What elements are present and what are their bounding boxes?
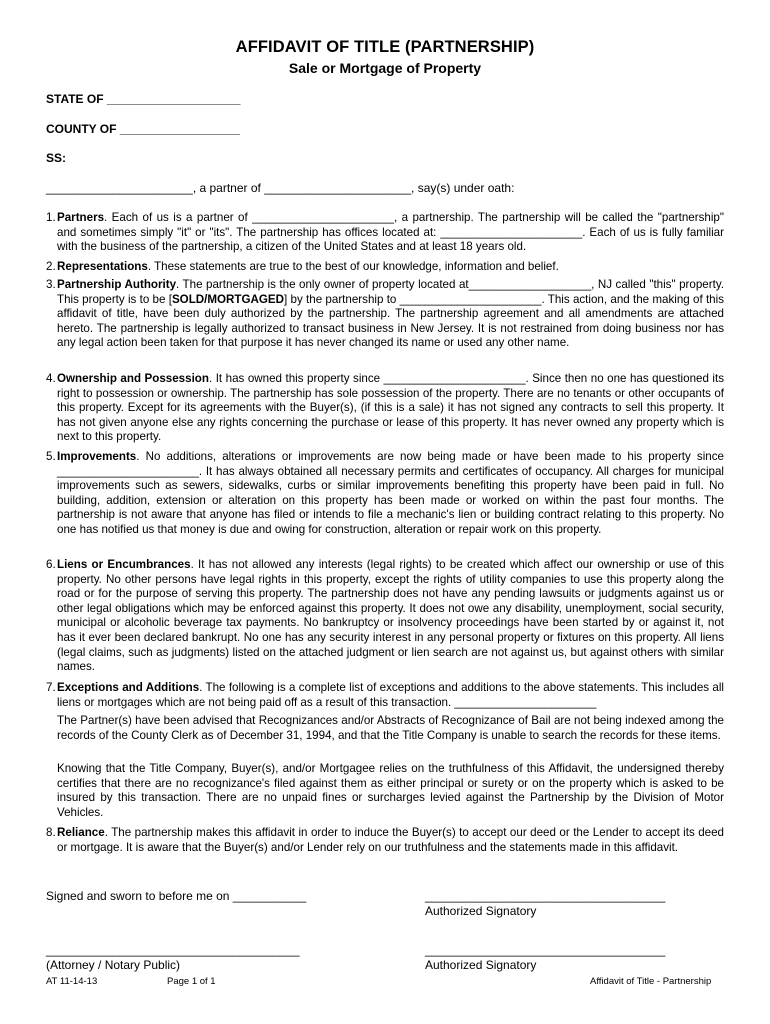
- notary-signature-line: ______________________________________: [46, 943, 300, 957]
- paragraph-heading: Improvements: [57, 450, 137, 463]
- recognizance-notice: The Partner(s) have been advised that Recognizances and/or Abstracts of Recognizance of Bail are not being indexed among the records of the County Clerk as of December 31, 1994, and that the Title Company is unable to search the records for these items.: [57, 714, 724, 742]
- form-code: AT 11-14-13: [46, 976, 98, 987]
- paragraph-number: 4.: [46, 372, 56, 385]
- paragraph-number: 1.: [46, 211, 56, 224]
- paragraph-heading: Ownership and Possession: [57, 372, 209, 385]
- paragraph-text: . No additions, alterations or improvements are now being made or have been made to his property since ______________________. It has always obtained all necessary permits and certificates of occupancy. All charges for municipal improvements such as sewers, sidewalks, curbs or similar improvements benefiting this property have been paid in full. No building, addition, extension or alteration on this property has been made or worked on within the past four months. The partnership is not aware that anyone has filed or intends to file a mechanic's lien or building contract relating to this property. No one has notified us that money is due and owing for construction, alteration or repair work on this property.: [57, 450, 724, 536]
- notary-label: (Attorney / Notary Public): [46, 958, 181, 972]
- paragraph-number: 5.: [46, 450, 56, 463]
- paragraph-text: . These statements are true to the best of our knowledge, information and belief.: [147, 260, 559, 273]
- document-title: AFFIDAVIT OF TITLE (PARTNERSHIP): [235, 38, 535, 56]
- paragraph-text: ] by the partnership to ______________________. This action, and the making of this affidavit of title, have been duly authorized by the partnership. The partnership agreement and all amendments are attached hereto. The partnership is legally authorized to transact business in New Jersey. It is not restrained from doing business nor has any legal action been taken for that purpose it has never changed its name or used any other name.: [57, 292, 724, 350]
- oath-line: ______________________, a partner of ______________________, say(s) under oath:: [46, 181, 515, 195]
- paragraph-text: . The partnership is the only owner of property located at___________________, NJ called "this" property. This property is to be [: [57, 278, 724, 306]
- paragraph-text: . The partnership makes this affidavit in order to induce the Buyer(s) to accept our deed or the Lender to accept its deed or mortgage. It is aware that the Buyer(s) and/or Lender rely on our truthfulness and the statements made in this affidavit.: [57, 826, 724, 854]
- paragraph-partners: [46, 211, 724, 255]
- paragraph-heading: Reliance: [57, 826, 105, 839]
- paragraph-number: 2.: [46, 260, 56, 273]
- paragraph-representations: [46, 260, 724, 275]
- page-number: Page 1 of 1: [167, 976, 216, 987]
- paragraph-exceptions: [46, 681, 724, 710]
- certification-notice: Knowing that the Title Company, Buyer(s), and/or Mortgagee relies on the truthfulness of this Affidavit, the undersigned thereby certifies that there are no recognizance's filed against them as either principal or surety or on the property which is asked to be insured by this transaction. There are no unpaid fines or surcharges levied against the Partnership by the Division of Motor Vehicles.: [57, 762, 724, 819]
- paragraph-liens: [46, 558, 724, 675]
- paragraph-heading: Liens or Encumbrances: [57, 558, 191, 571]
- signature-line-2: ____________________________________: [425, 943, 666, 957]
- paragraph-text: . Each of us is a partner of ______________________, a partnership. The partnership will be called the "partnership" and sometimes simply "it" or "its". The partnership has offices located at: ______________________. Each of us is fully familiar with the business of the partnership, a citizen of the United States and at least 18 years old.: [57, 211, 724, 254]
- signature-line-1: ____________________________________: [425, 889, 666, 903]
- paragraph-number: 8.: [46, 826, 56, 839]
- paragraph-text: . It has owned this property since ______________________. Since then no one has questioned its right to possession or ownership. The partnership has sole possession of the property. There are no tenants or other occupants of this property. Except for its agreements with the Buyer(s), (if this is a sale) it has not signed any contracts to sell this property. It has not given anyone else any rights concerning the purchase or lease of this property. It has never owned any property which is next to this property.: [57, 372, 725, 444]
- paragraph-number: 3.: [46, 278, 56, 291]
- paragraph-text: . The following is a complete list of exceptions and additions to the above statements. This includes all liens or mortgages which are not being paid off as a result of this transaction. ______________________: [57, 681, 725, 709]
- county-line: COUNTY OF __________________: [46, 122, 240, 136]
- footer-doc-title: Affidavit of Title - Partnership: [590, 976, 712, 987]
- paragraph-text: . It has not allowed any interests (legal rights) to be created which affect our ownership or use of this property. No other persons have legal rights in this property, except the rights of utility companies to use this property along the road or for the purpose of serving this property. The partnership does not have any pending lawsuits or judgments against us or other legal obligations which may be enforced against this property. It does not owe any disability, unemployment, social security, municipal or alcoholic beverage tax payments. No bankruptcy or insolvency proceedings have been started by or against it, not has it ever been declared bankrupt. No one has any security interest in any personal property or fixtures on this property. All liens (legal claims, such as judgments) listed on the attached judgment or lien search are not against us, but against others with similar names.: [57, 558, 725, 674]
- ss-line: SS:: [46, 151, 67, 165]
- paragraph-heading: Partners: [57, 211, 105, 224]
- paragraph-heading: Exceptions and Additions: [57, 681, 200, 694]
- paragraph-improvements: [46, 450, 724, 538]
- sworn-line: Signed and sworn to before me on ___________: [46, 889, 307, 903]
- paragraph-partnership-authority: [46, 278, 724, 351]
- authorized-signatory-2: Authorized Signatory: [425, 958, 537, 972]
- sold-mortgaged-text: SOLD/MORTGAGED: [171, 292, 285, 306]
- paragraph-ownership: [46, 372, 724, 445]
- paragraph-heading: Partnership Authority: [57, 278, 177, 291]
- paragraph-heading: Representations: [57, 260, 148, 273]
- paragraph-number: 7.: [46, 681, 56, 694]
- paragraph-reliance: [46, 826, 724, 855]
- state-line: STATE OF ____________________: [46, 92, 241, 106]
- paragraph-number: 6.: [46, 558, 56, 571]
- document-subtitle: Sale or Mortgage of Property: [288, 60, 482, 76]
- authorized-signatory-1: Authorized Signatory: [425, 904, 537, 918]
